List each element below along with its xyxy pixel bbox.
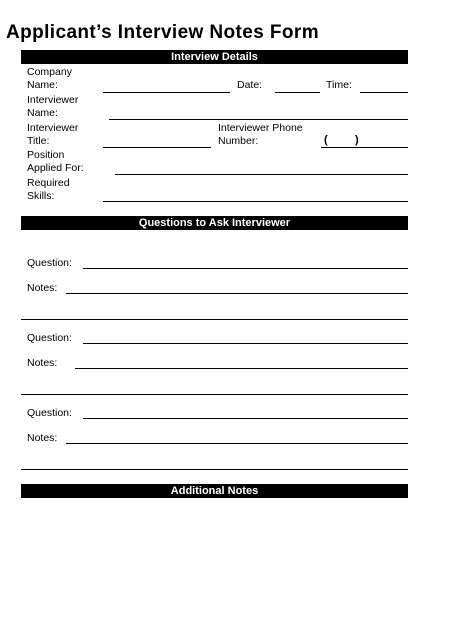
position-label-line1: Position [27,149,65,161]
notes-label: Notes: [27,282,58,294]
interviewer-title-field[interactable] [103,147,211,148]
question-label: Question: [27,332,72,344]
interviewer-phone-label-line2: Number: [218,135,259,147]
section-header-interview-details: Interview Details [21,50,408,64]
company-name-label-line1: Company [27,66,72,78]
section-header-additional-notes: Additional Notes [21,484,408,498]
interviewer-title-label-line1: Interviewer [27,122,79,134]
notes-field[interactable] [66,293,408,294]
notes-field-extra-line[interactable] [21,319,408,320]
notes-label: Notes: [27,432,58,444]
interviewer-name-label-line2: Name: [27,107,58,119]
interviewer-phone-field[interactable] [321,147,408,148]
question-field[interactable] [83,268,408,269]
interviewer-name-field[interactable] [109,119,408,120]
interviewer-name-label-line1: Interviewer [27,94,79,106]
question-label: Question: [27,407,72,419]
company-name-label-line2: Name: [27,79,58,91]
question-field[interactable] [83,418,408,419]
position-label-line2: Applied For: [27,162,84,174]
notes-field[interactable] [75,368,408,369]
interviewer-title-label-line2: Title: [27,135,50,147]
section-header-questions: Questions to Ask Interviewer [21,216,408,230]
phone-close-paren: ) [355,134,359,146]
skills-label-line1: Required [27,177,70,189]
page-title: Applicant’s Interview Notes Form [6,22,319,43]
required-skills-field[interactable] [103,201,408,202]
question-field[interactable] [83,343,408,344]
interviewer-phone-label-line1: Interviewer Phone [218,122,303,134]
date-field[interactable] [275,92,320,93]
company-name-field[interactable] [103,92,230,93]
notes-field-extra-line[interactable] [21,394,408,395]
time-label: Time: [326,79,352,91]
question-label: Question: [27,257,72,269]
notes-field[interactable] [66,443,408,444]
notes-field-extra-line[interactable] [21,469,408,470]
phone-open-paren: ( [324,134,328,146]
time-field[interactable] [360,92,408,93]
skills-label-line2: Skills: [27,190,55,202]
date-label: Date: [237,79,263,91]
notes-label: Notes: [27,357,58,369]
position-applied-field[interactable] [115,174,408,175]
